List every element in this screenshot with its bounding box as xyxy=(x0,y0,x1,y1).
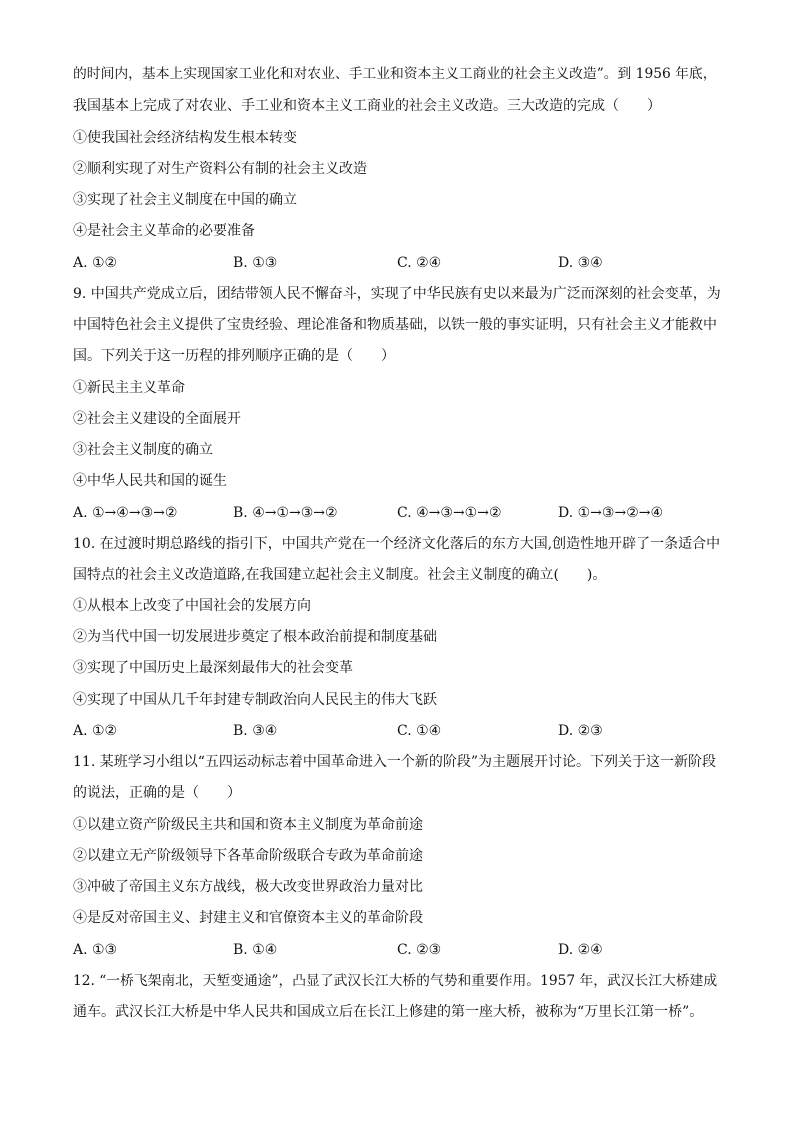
q10-option-b: B. ③④ xyxy=(233,723,278,739)
q11-item-1: ①以建立资产阶级民主共和国和资本主义制度为革命前途 xyxy=(73,817,423,833)
q8-item-4: ④是社会主义革命的必要准备 xyxy=(73,223,255,239)
q10-item-4: ④实现了中国从几千年封建专制政治向人民民主的伟大飞跃 xyxy=(73,692,437,708)
q12-stem-line-2: 通车。武汉长江大桥是中华人民共和国成立后在长江上修建的第一座大桥，被称为“万里长江第一桥”。 xyxy=(73,1004,704,1020)
q9-option-c: C. ④→③→①→② xyxy=(397,505,502,521)
q8-option-b: B. ①③ xyxy=(233,255,278,271)
q10-stem-line-2: 国特点的社会主义改造道路,在我国建立起社会主义制度。社会主义制度的确立( )。 xyxy=(73,567,607,583)
q10-option-c: C. ①④ xyxy=(397,723,442,739)
q11-item-2: ②以建立无产阶级领导下各革命阶级联合专政为革命前途 xyxy=(73,848,423,864)
q10-option-a: A. ①② xyxy=(73,723,118,739)
q8-stem-line-1: 的时间内，基本上实现国家工业化和对农业、手工业和资本主义工商业的社会主义改造”。到 1956 年底， xyxy=(73,66,717,82)
q9-stem-line-2: 中国特色社会主义提供了宝贵经验、理论准备和物质基础，以铁一般的事实证明，只有社会主义才能救中 xyxy=(73,317,717,333)
q8-item-2: ②顺利实现了对生产资料公有制的社会主义改造 xyxy=(73,161,367,177)
q8-item-3: ③实现了社会主义制度在中国的确立 xyxy=(73,192,297,208)
q9-item-4: ④中华人民共和国的诞生 xyxy=(73,473,227,489)
q11-item-3: ③冲破了帝国主义东方战线，极大改变世界政治力量对比 xyxy=(73,879,423,895)
q9-stem-line-3: 国。下列关于这一历程的排列顺序正确的是（ ） xyxy=(73,348,395,364)
q9-stem-line-1: 9. 中国共产党成立后，团结带领人民不懈奋斗，实现了中华民族有史以来最为广泛而深刻的社会变革，为 xyxy=(73,286,721,302)
q11-option-b: B. ①④ xyxy=(233,942,278,958)
q8-item-1: ①使我国社会经济结构发生根本转变 xyxy=(73,130,297,146)
q8-option-c: C. ②④ xyxy=(397,255,442,271)
q9-item-3: ③社会主义制度的确立 xyxy=(73,442,213,458)
q10-item-1: ①从根本上改变了中国社会的发展方向 xyxy=(73,598,311,614)
q11-stem-line-1: 11. 某班学习小组以“五四运动标志着中国革命进入一个新的阶段”为主题展开讨论。下列关于这一新阶段 xyxy=(73,754,717,770)
q9-option-b: B. ④→①→③→② xyxy=(233,505,338,521)
q10-options xyxy=(73,721,723,741)
q11-options xyxy=(73,940,723,960)
q9-item-2: ②社会主义建设的全面展开 xyxy=(73,411,241,427)
q11-item-4: ④是反对帝国主义、封建主义和官僚资本主义的革命阶段 xyxy=(73,910,423,926)
q10-item-2: ②为当代中国一切发展进步奠定了根本政治前提和制度基础 xyxy=(73,629,437,645)
q9-option-a: A. ①→④→③→② xyxy=(73,505,178,521)
q9-options xyxy=(73,503,723,523)
q8-options xyxy=(73,253,723,273)
q10-stem-line-1: 10. 在过渡时期总路线的指引下，中国共产党在一个经济文化落后的东方大国,创造性地开辟了一条适合中 xyxy=(73,536,721,552)
q11-option-c: C. ②③ xyxy=(397,942,442,958)
q10-option-d: D. ②③ xyxy=(558,723,603,739)
q9-item-1: ①新民主主义革命 xyxy=(73,380,185,396)
q11-stem-line-2: 的说法，正确的是（ ） xyxy=(73,785,241,801)
q10-item-3: ③实现了中国历史上最深刻最伟大的社会变革 xyxy=(73,660,353,676)
q8-option-a: A. ①② xyxy=(73,255,118,271)
q9-option-d: D. ①→③→②→④ xyxy=(558,505,664,521)
q8-stem-line-2: 我国基本上完成了对农业、手工业和资本主义工商业的社会主义改造。三大改造的完成（ ） xyxy=(73,98,661,114)
q11-option-a: A. ①③ xyxy=(73,942,118,958)
q8-option-d: D. ③④ xyxy=(558,255,603,271)
q11-option-d: D. ②④ xyxy=(558,942,603,958)
q12-stem-line-1: 12. “一桥飞架南北，天堑变通途”，凸显了武汉长江大桥的气势和重要作用。1957 年，武汉长江大桥建成 xyxy=(73,973,718,989)
